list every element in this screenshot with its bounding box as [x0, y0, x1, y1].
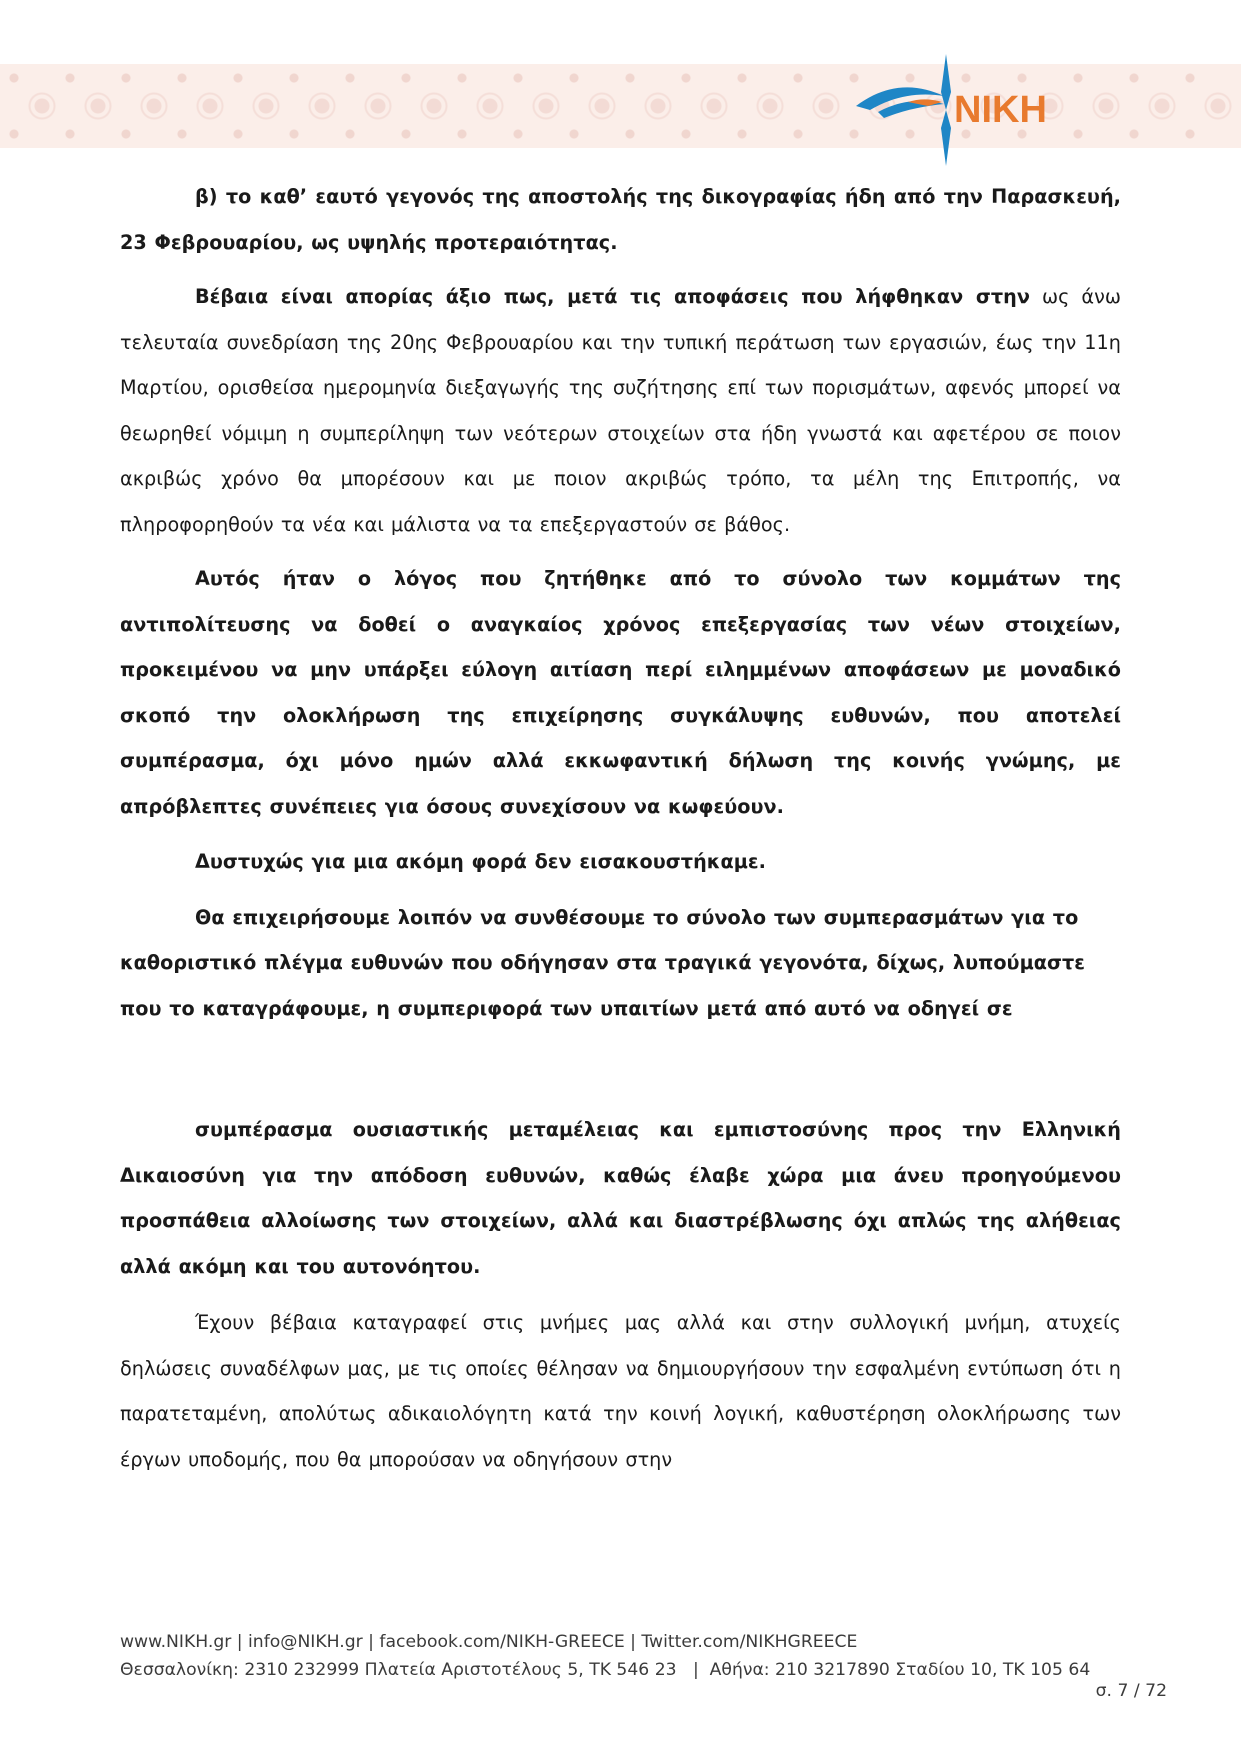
paragraph-6: συμπέρασμα ουσιαστικής μεταμέλειας και εμπιστοσύνης προς την Ελληνική Δικαιοσύνη για την απόδοση ευθυνών, καθώς έλαβε χώρα μια άνευ προηγούμενου προσπάθεια αλλοίωσης των στοιχείων, αλλά και διαστρέβλωσης όχι απλώς της αλήθειας αλλά ακόμη και του αυτονόητου. [120, 1118, 1121, 1278]
footer-contact-links: www.NIKH.gr | info@NIKH.gr | facebook.com/NIKH-GREECE | Twitter.com/NIKHGREECE [120, 1632, 858, 1652]
footer-addresses: Θεσσαλονίκη: 2310 232999 Πλατεία Αριστοτέλους 5, ΤΚ 546 23 | Αθήνα: 210 3217890 Σταδίου 10, ΤΚ 105 64 [120, 1660, 1091, 1680]
paragraph-2-bold: Βέβαια είναι απορίας άξιο πως, μετά τις αποφάσεις που λήφθηκαν στην [195, 285, 1030, 308]
page-number: σ. 7 / 72 [1095, 1681, 1167, 1701]
nikh-logo [848, 52, 1088, 168]
footer [120, 1628, 1090, 1684]
paragraph-7: Έχουν βέβαια καταγραφεί στις μνήμες μας αλλά και στην συλλογική μνήμη, ατυχείς δηλώσεις συναδέλφων μας, με τις οποίες θέλησαν να δημιουργήσουν την εσφαλμένη εντύπωση ότι η παρατεταμένη, απολύτως αδικαιολόγητη κατά την κοινή λογική, καθυστέρηση ολοκλήρωσης των έργων υποδομής, που θα μπορούσαν να οδηγήσουν στην [120, 1311, 1121, 1471]
paragraph-2 [120, 274, 1121, 547]
paragraph-5: Θα επιχειρήσουμε λοιπόν να συνθέσουμε το σύνολο των συμπερασμάτων για το καθοριστικό πλέγμα ευθυνών που οδήγησαν στα τραγικά γεγονότα, δίχως, λυπούμαστε που το καταγράφουμε, η συμπεριφορά των υπαιτίων μετά από αυτό να οδηγεί σε [120, 905, 1085, 1020]
paragraph-1: β) το καθ’ εαυτό γεγονός της αποστολής της δικογραφίας ήδη από την Παρασκευή, 23 Φεβρουαρίου, ως υψηλής προτεραιότητας. [120, 185, 1121, 254]
paragraph-3: Αυτός ήταν ο λόγος που ζητήθηκε από το σύνολο των κομμάτων της αντιπολίτευσης να δοθεί ο αναγκαίος χρόνος επεξεργασίας των νέων στοιχείων, προκειμένου να μην υπάρξει εύλογη αιτίαση περί ειλημμένων αποφάσεων με μοναδικό σκοπό την ολοκλήρωση της επιχείρησης συγκάλυψης ευθυνών, που αποτελεί συμπέρασμα, όχι μόνο ημών αλλά εκκωφαντική δήλωση της κοινής γνώμης, με απρόβλεπτες συνέπειες για όσους συνεχίσουν να κωφεύουν. [120, 567, 1121, 818]
logo-text: NIKH [954, 89, 1047, 131]
paragraph-4: Δυστυχώς για μια ακόμη φορά δεν εισακουστήκαμε. [195, 850, 766, 873]
paragraph-2-rest: ως άνω τελευταία συνεδρίαση της 20ης Φεβρουαρίου και την τυπική περάτωση των εργασιών, έως την 11η Μαρτίου, ορισθείσα ημερομηνία διεξαγωγής της συζήτησης επί των πορισμάτων, αφενός μπορεί να θεωρηθεί νόμιμη η συμπερίληψη των νεότερων στοιχείων στα ήδη γνωστά και αφετέρου σε ποιον ακριβώς χρόνο θα μπορέσουν και με ποιον ακριβώς τρόπο, τα μέλη της Επιτροπής, να πληροφορηθούν τα νέα και μάλιστα να τα επεξεργαστούν σε βάθος. [120, 285, 1122, 536]
document-body [120, 174, 1121, 1482]
